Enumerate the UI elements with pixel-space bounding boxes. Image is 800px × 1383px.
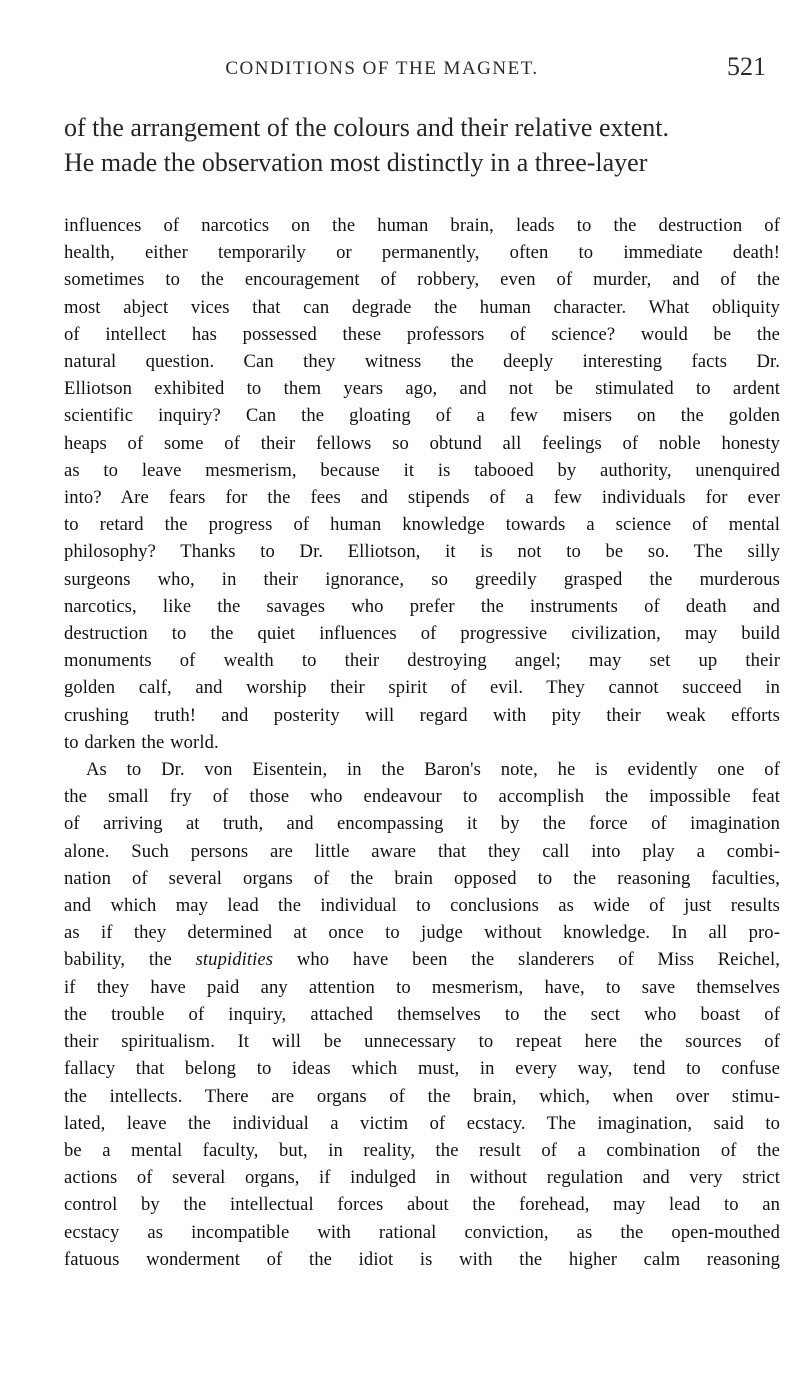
- text-line: as to leave mesmerism, because it is tabooed by authority, unenquired: [64, 459, 780, 481]
- text-line: monuments of wealth to their destroying angel; may set up their: [64, 650, 780, 672]
- text-line: nation of several organs of the brain opposed to the reasoning faculties,: [64, 867, 780, 889]
- text-line: lated, leave the individual a victim of ecstacy. The imagination, said to: [64, 1112, 780, 1134]
- text-line: and which may lead the individual to conclusions as wide of just results: [64, 895, 780, 917]
- text-line: As to Dr. von Eisentein, in the Baron's note, he is evidently one of: [86, 759, 780, 781]
- text-line: influences of narcotics on the human brain, leads to the destruction of: [64, 215, 780, 236]
- italic-word: stupidities: [195, 949, 274, 971]
- text-line: into? Are fears for the fees and stipends of a few individuals for ever: [64, 487, 780, 509]
- running-title: CONDITIONS OF THE MAGNET.: [225, 58, 539, 79]
- text-line: as if they determined at once to judge without knowledge. In all pro-: [64, 922, 780, 944]
- text-line: heaps of some of their fellows so obtund all feelings of noble honesty: [64, 432, 780, 454]
- text-line: golden calf, and worship their spirit of evil. They cannot succeed in: [64, 677, 780, 699]
- text-line: crushing truth! and posterity will regard with pity their weak efforts: [64, 704, 780, 726]
- text-line: of intellect has possessed these professors of science? would be the: [64, 323, 780, 345]
- text-line: of the arrangement of the colours and their relative extent.: [64, 113, 669, 142]
- text-line: to darken the world.: [64, 731, 219, 753]
- text-line: sometimes to the encouragement of robbery, even of murder, and of the: [64, 269, 780, 291]
- text-line: natural question. Can they witness the deeply interesting facts Dr.: [64, 351, 780, 373]
- text-line: scientific inquiry? Can the gloating of a few misers on the golden: [64, 405, 780, 427]
- text-line: philosophy? Thanks to Dr. Elliotson, it is not to be so. The silly: [64, 541, 780, 563]
- text-line: most abject vices that can degrade the human character. What obliquity: [64, 296, 780, 318]
- page-number: 521: [727, 52, 766, 81]
- text-line: surgeons who, in their ignorance, so greedily grasped the murderous: [64, 568, 780, 590]
- small-type-body: [64, 212, 780, 1273]
- text-line: control by the intellectual forces about the forehead, may lead to an: [64, 1194, 780, 1216]
- text-line: ecstacy as incompatible with rational conviction, as the open-mouthed: [64, 1221, 780, 1243]
- text-line: be a mental faculty, but, in reality, the result of a combination of the: [64, 1139, 780, 1161]
- text-line: actions of several organs, if indulged in without regulation and very strict: [64, 1167, 780, 1189]
- text-line: the small fry of those who endeavour to accomplish the impossible feat: [64, 786, 780, 808]
- text-line: Elliotson exhibited to them years ago, and not be stimulated to ardent: [64, 378, 780, 400]
- text-line: health, either temporarily or permanently, often to immediate death!: [64, 242, 780, 264]
- text-line: fallacy that belong to ideas which must, in every way, tend to confuse: [64, 1058, 780, 1080]
- text-line: their spiritualism. It will be unnecessary to repeat here the sources of: [64, 1031, 780, 1053]
- text-line: [64, 946, 780, 973]
- text-fragment: who have been the slanderers of Miss Reichel,: [273, 949, 780, 971]
- text-line: alone. Such persons are little aware that they call into play a combi-: [64, 840, 780, 862]
- text-line: fatuous wonderment of the idiot is with the higher calm reasoning: [64, 1248, 780, 1270]
- text-line: destruction to the quiet influences of progressive civilization, may build: [64, 623, 780, 645]
- text-line: narcotics, like the savages who prefer the instruments of death and: [64, 595, 780, 617]
- text-fragment: bability, the: [64, 949, 196, 971]
- text-line: if they have paid any attention to mesmerism, have, to save themselves: [64, 976, 780, 998]
- text-line: of arriving at truth, and encompassing it by the force of imagination: [64, 813, 780, 835]
- large-type-paragraph: [64, 110, 780, 180]
- text-line: to retard the progress of human knowledge towards a science of mental: [64, 514, 780, 536]
- text-line: the intellects. There are organs of the brain, which, when over stimu-: [64, 1085, 780, 1107]
- running-head: [64, 0, 780, 80]
- text-line: the trouble of inquiry, attached themselves to the sect who boast of: [64, 1003, 780, 1025]
- text-line: He made the observation most distinctly in a three-layer: [64, 148, 648, 177]
